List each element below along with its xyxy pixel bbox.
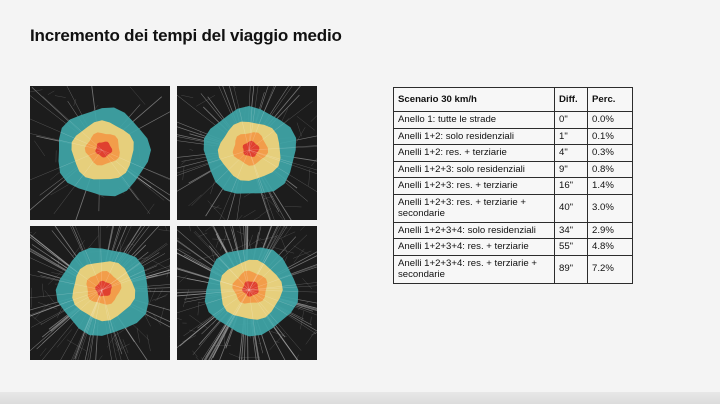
table-row (394, 161, 633, 178)
table-row (394, 112, 633, 129)
cell-diff: 40" (555, 194, 588, 222)
cell-perc: 3.0% (588, 194, 633, 222)
map-scenario-2 (177, 86, 317, 220)
table-row (394, 128, 633, 145)
header-diff: Diff. (555, 88, 588, 112)
cell-scenario: Anello 1: tutte le strade (394, 112, 555, 129)
cell-scenario: Anelli 1+2: solo residenziali (394, 128, 555, 145)
cell-scenario: Anelli 1+2+3+4: res. + terziarie + secondarie (394, 255, 555, 283)
cell-perc: 0.0% (588, 112, 633, 129)
cell-diff: 0" (555, 112, 588, 129)
cell-perc: 7.2% (588, 255, 633, 283)
cell-diff: 55" (555, 239, 588, 256)
cell-scenario: Anelli 1+2+3+4: res. + terziarie (394, 239, 555, 256)
table-row (394, 222, 633, 239)
map-scenario-4 (177, 226, 317, 360)
cell-perc: 0.8% (588, 161, 633, 178)
header-perc: Perc. (588, 88, 633, 112)
table-row (394, 255, 633, 283)
cell-scenario: Anelli 1+2+3: res. + terziarie (394, 178, 555, 195)
table-row (394, 239, 633, 256)
cell-perc: 0.1% (588, 128, 633, 145)
cell-perc: 2.9% (588, 222, 633, 239)
table-row (394, 178, 633, 195)
cell-scenario: Anelli 1+2+3+4: solo residenziali (394, 222, 555, 239)
cell-diff: 16" (555, 178, 588, 195)
cell-scenario: Anelli 1+2+3: solo residenziali (394, 161, 555, 178)
video-bottom-band (0, 392, 720, 404)
scenario-table (393, 87, 633, 284)
cell-perc: 4.8% (588, 239, 633, 256)
table-row (394, 194, 633, 222)
table-row (394, 145, 633, 162)
cell-perc: 0.3% (588, 145, 633, 162)
slide-title: Incremento dei tempi del viaggio medio (30, 26, 342, 45)
header-scenario: Scenario 30 km/h (394, 88, 555, 112)
cell-diff: 89" (555, 255, 588, 283)
cell-scenario: Anelli 1+2: res. + terziarie (394, 145, 555, 162)
cell-scenario: Anelli 1+2+3: res. + terziarie + secondarie (394, 194, 555, 222)
table-header-row (394, 88, 633, 112)
map-scenario-3 (30, 226, 170, 360)
cell-perc: 1.4% (588, 178, 633, 195)
cell-diff: 9" (555, 161, 588, 178)
cell-diff: 1" (555, 128, 588, 145)
map-scenario-1 (30, 86, 170, 220)
cell-diff: 4" (555, 145, 588, 162)
cell-diff: 34" (555, 222, 588, 239)
